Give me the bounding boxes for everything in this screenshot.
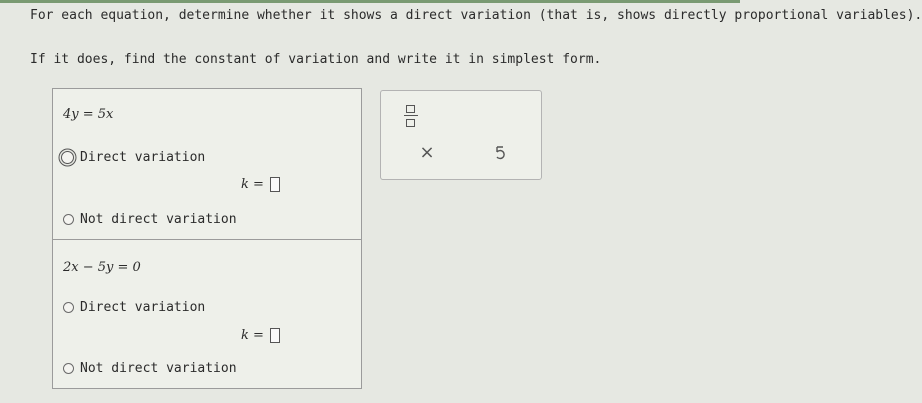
math-input-palette (380, 90, 542, 180)
close-icon: × (419, 141, 435, 163)
question-2-panel (52, 239, 362, 389)
radio-icon[interactable] (63, 302, 74, 313)
direct-variation-option-1[interactable] (61, 150, 205, 165)
option-label: Not direct variation (80, 361, 237, 376)
equation-1: 4y = 5x (63, 107, 114, 122)
instruction-line-2: If it does, find the constant of variation and write it in simplest form. (30, 52, 602, 67)
undo-button[interactable] (487, 141, 513, 163)
k-input-1[interactable] (270, 177, 280, 192)
option-label: Not direct variation (80, 212, 237, 227)
constant-row-1 (241, 177, 280, 192)
k-label: k = (241, 328, 264, 343)
k-label: k = (241, 177, 264, 192)
fraction-template-icon[interactable] (404, 104, 418, 128)
option-label: Direct variation (80, 150, 206, 165)
not-direct-variation-option-2[interactable] (63, 361, 237, 376)
option-label: Direct variation (80, 300, 206, 315)
instruction-line-1: For each equation, determine whether it shows a direct variation (that is, shows directly proportional variables). (30, 8, 922, 23)
clear-button[interactable] (414, 141, 440, 163)
radio-icon[interactable] (63, 363, 74, 374)
radio-selected-icon[interactable] (61, 151, 74, 164)
top-accent-bar (0, 0, 740, 3)
undo-icon (494, 145, 506, 160)
not-direct-variation-option-1[interactable] (63, 212, 237, 227)
k-input-2[interactable] (270, 328, 280, 343)
question-1-panel (52, 88, 362, 240)
direct-variation-option-2[interactable] (63, 300, 205, 315)
equation-2: 2x − 5y = 0 (63, 260, 141, 275)
radio-icon[interactable] (63, 214, 74, 225)
constant-row-2 (241, 328, 280, 343)
